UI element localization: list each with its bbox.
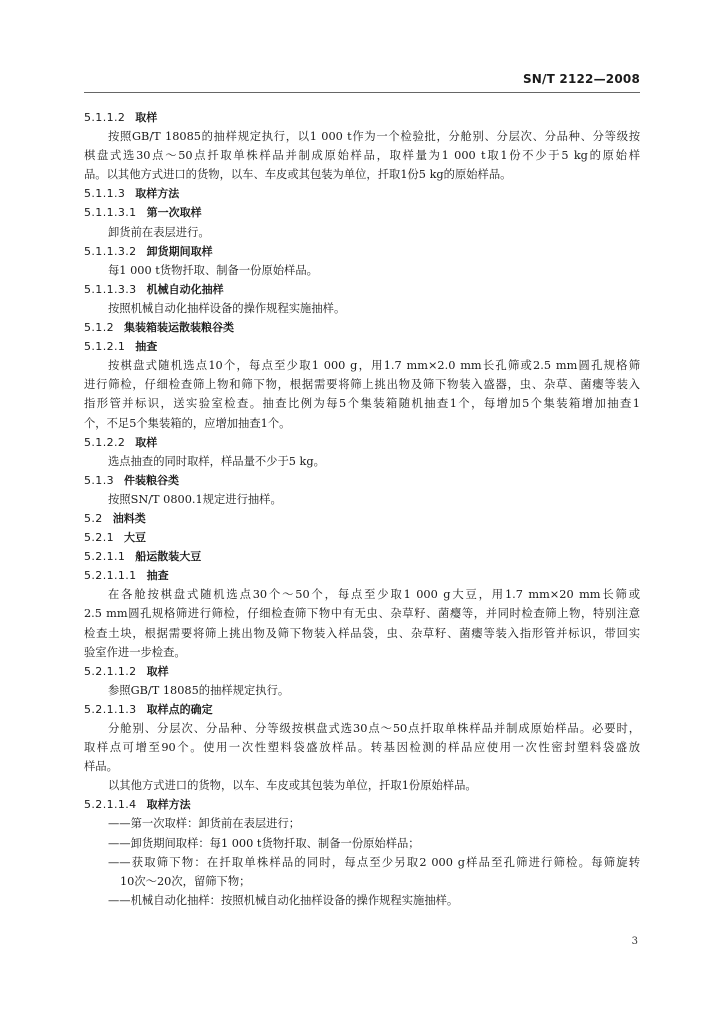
section-number: 5.1.3: [84, 473, 114, 487]
section-heading: [84, 662, 640, 681]
section-heading: [84, 471, 640, 490]
paragraph-line: 检查土块，根据需要将筛上挑出物及筛下物装入样品袋，虫、杂草籽、菌瘿等装入指形管并标识，带回实: [84, 626, 640, 640]
section-number: 5.1.2.1: [84, 340, 126, 354]
section-title: 油料类: [112, 511, 146, 525]
section-number: 5.2.1.1.1: [84, 569, 137, 583]
paragraph-line: ——卸货期间取样：每1 000 t货物扦取、制备一份原始样品；: [108, 836, 420, 850]
section-title: 抽查: [146, 569, 169, 583]
paragraph-line: 分舱别、分层次、分品种、分等级按棋盘式选30点～50点扦取单株样品并制成原始样品。必要时，: [108, 722, 640, 735]
section-number: 5.1.1.2: [84, 111, 126, 124]
paragraph-line: 按照机械自动化抽样设备的操作规程实施抽样。: [108, 301, 346, 315]
paragraph-line: 以其他方式进口的货物，以车、车皮或其包装为单位，扦取1份原始样品。: [108, 779, 477, 793]
paragraph-line: 取样点可增至90个。使用一次性塑料袋盛放样品。转基因检测的样品应使用一次性密封塑料袋盛放: [84, 741, 640, 755]
section-title: 大豆: [124, 531, 146, 545]
section-heading: [84, 318, 640, 337]
section-number: 5.1.2: [84, 321, 114, 335]
page-number: 3: [631, 936, 638, 947]
section-heading: [84, 280, 640, 299]
document-body: [84, 108, 640, 910]
section-number: 5.2.1: [84, 531, 114, 545]
standard-code-header: SN/T 2122—2008: [522, 72, 640, 86]
paragraph-line: 每1 000 t货物扦取、制备一份原始样品。: [108, 263, 318, 277]
section-number: 5.2: [84, 511, 103, 525]
section-number: 5.2.1.1: [84, 550, 126, 564]
paragraph-line: 选点抽查的同时取样，样品量不少于5 kg。: [108, 454, 325, 468]
section-heading: [84, 337, 640, 356]
section-number: 5.1.2.2: [84, 435, 126, 449]
section-heading: [84, 528, 640, 547]
header-rule: [84, 92, 640, 93]
paragraph-line: 按棋盘式随机选点10个，每点至少取1 000 g，用1.7 mm×2.0 mm长孔筛或2.5 mm圆孔规格筛: [108, 359, 640, 373]
section-title: 取样: [135, 435, 158, 449]
paragraph-line: 参照GB/T 18085的抽样规定执行。: [108, 683, 290, 697]
section-heading: [84, 566, 640, 585]
section-heading: [84, 108, 640, 127]
paragraph-line: 个，不足5个集装箱的，应增加抽查1个。: [84, 416, 291, 430]
paragraph-line: ——第一次取样：卸货前在表层进行；: [108, 817, 301, 831]
section-title: 集装箱装运散装粮谷类: [124, 321, 234, 335]
paragraph-line: 验室作进一步检查。: [84, 645, 186, 659]
section-title: 船运散装大豆: [135, 550, 202, 564]
section-title: 卸货期间取样: [146, 244, 213, 258]
section-number: 5.1.1.3.1: [84, 206, 137, 220]
paragraph-line: 卸货前在表层进行。: [108, 225, 210, 239]
section-heading: [84, 795, 640, 814]
paragraph-line: 按照SN/T 0800.1规定进行抽样。: [108, 492, 282, 506]
paragraph-line: ——机械自动化抽样：按照机械自动化抽样设备的操作规程实施抽样。: [108, 893, 459, 907]
section-title: 件装粮谷类: [124, 473, 179, 487]
section-number: 5.2.1.1.4: [84, 798, 137, 812]
section-title: 取样方法: [135, 187, 180, 201]
section-heading: [84, 203, 640, 222]
paragraph-line: 品。以其他方式进口的货物，以车、车皮或其包装为单位，扦取1份5 kg的原始样品。: [84, 168, 512, 182]
paragraph-line: 在各舱按棋盘式随机选点30个～50个，每点至少取1 000 g大豆，用1.7 mm×20 mm长筛或: [108, 588, 640, 602]
section-number: 5.2.1.1.3: [84, 702, 137, 716]
section-number: 5.1.1.3.2: [84, 244, 137, 258]
section-title: 取样: [146, 664, 169, 678]
section-heading: [84, 547, 640, 566]
paragraph-line: 进行筛检，仔细检查筛上物和筛下物，根据需要将筛上挑出物及筛下物装入盛器，虫、杂草、菌瘿等装入: [84, 378, 640, 392]
section-heading: [84, 433, 640, 452]
section-heading: [84, 242, 640, 261]
section-heading: [84, 509, 640, 528]
paragraph-line: 按照GB/T 18085的抽样规定执行，以1 000 t作为一个检验批，分舱别、分层次、分品种、分等级按: [108, 130, 640, 144]
section-title: 取样: [135, 111, 158, 124]
paragraph-line: ——获取筛下物：在扦取单株样品的同时，每点至少另取2 000 g样品至孔筛进行筛检。每筛旋转: [108, 855, 640, 869]
section-title: 取样点的确定: [146, 702, 213, 716]
paragraph-line: 指形管并标识，送实验室检查。抽查比例为每5个集装箱随机抽查1个，每增加5个集装箱增加抽查1: [84, 397, 640, 411]
section-heading: [84, 700, 640, 719]
section-number: 5.1.1.3.3: [84, 282, 137, 296]
section-number: 5.1.1.3: [84, 187, 126, 201]
section-number: 5.2.1.1.2: [84, 664, 137, 678]
paragraph-line: 10次～20次，留筛下物；: [120, 874, 251, 888]
paragraph-line: 样品。: [84, 760, 118, 774]
paragraph-line: 2.5 mm圆孔规格筛进行筛检，仔细检查筛下物中有无虫、杂草籽、菌瘿等，并同时检查筛上物，特别注意: [84, 607, 640, 621]
section-title: 第一次取样: [146, 206, 202, 220]
section-heading: [84, 184, 640, 203]
paragraph-line: 棋盘式选30点～50点扦取单株样品并制成原始样品，取样量为1 000 t取1份不少于5 kg的原始样: [84, 149, 640, 163]
section-title: 机械自动化抽样: [146, 282, 224, 296]
section-title: 取样方法: [146, 798, 191, 812]
section-title: 抽查: [135, 340, 158, 354]
